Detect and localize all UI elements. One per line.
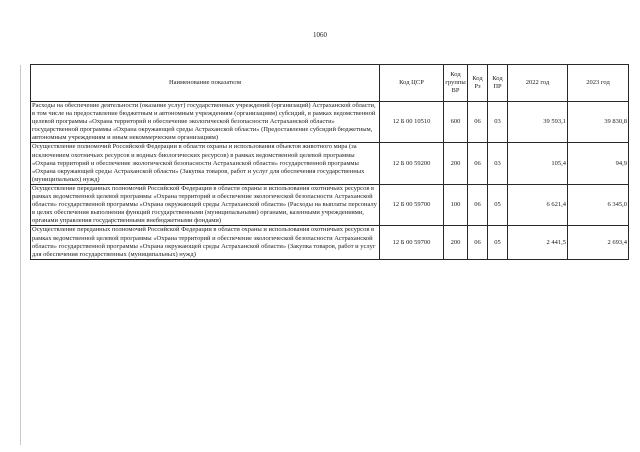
row-2022: 105,4 bbox=[508, 143, 568, 184]
row-vr: 600 bbox=[444, 102, 468, 143]
table-header-row bbox=[31, 65, 629, 102]
header-2022: 2022 год bbox=[508, 65, 568, 102]
row-rz: 06 bbox=[468, 226, 488, 259]
budget-table bbox=[30, 64, 629, 260]
row-rz: 06 bbox=[468, 143, 488, 184]
row-pr: 05 bbox=[488, 184, 508, 225]
row-name: Расходы на обеспечение деятельности (оказание услуг) государственных учреждений (организаций) Астраханской области, в том числе на предоставление бюджетным и автономным учреждениям (организациям) субсидий, в рамках ведомственной целевой программы «Охрана территорий и обеспечение экологической безопасности Астраханской области» государственной программы «Охрана окружающей среды Астраханской области» (Предоставление субсидий бюджетным, автономным учреждениям и иным некоммерческим организациям) bbox=[31, 102, 380, 143]
row-csr: 12 Б 00 10510 bbox=[380, 102, 444, 143]
row-name: Осуществление переданных полномочий Российской Федерации в области охраны и использования охотничьих ресурсов в рамках ведомственной целевой программы «Охрана территорий и обеспечение экологической безопасности Астраханской области» государственной программы «Охрана окружающей среды Астраханской области» (Закупка товаров, работ и услуг для обеспечения государственных (муниципальных) нужд) bbox=[31, 226, 380, 259]
row-2022: 6 621,4 bbox=[508, 184, 568, 225]
header-pr: Код ПР bbox=[488, 65, 508, 102]
table-row bbox=[31, 184, 629, 225]
row-csr: 12 Б 00 59700 bbox=[380, 226, 444, 259]
row-2023: 39 830,8 bbox=[568, 102, 629, 143]
row-name: Осуществление полномочий Российской Федерации в области охраны и использования объектов животного мира (за исключением охотничьих ресурсов и водных биологических ресурсов) в рамках ведомственной целевой программы «Охрана территорий и обеспечение экологической безопасности Астраханской области» государственной программы «Охрана окружающей среды Астраханской области» (Закупка товаров, работ и услуг для обеспечения государственных (муниципальных) нужд) bbox=[31, 143, 380, 184]
table-row bbox=[31, 102, 629, 143]
row-2022: 2 441,5 bbox=[508, 226, 568, 259]
table-row bbox=[31, 226, 629, 259]
row-2023: 2 693,4 bbox=[568, 226, 629, 259]
row-csr: 12 Б 00 59200 bbox=[380, 143, 444, 184]
header-csr: Код ЦСР bbox=[380, 65, 444, 102]
row-name: Осуществление переданных полномочий Российской Федерации в области охраны и использования охотничьих ресурсов в рамках ведомственной целевой программы «Охрана территорий и обеспечение экологической безопасности Астраханской области» государственной программы «Охрана окружающей среды Астраханской области» (Расходы на выплаты персоналу в целях обеспечения выполнения функций государственными (муниципальными) органами, казенными учреждениями, органами управления государственными внебюджетными фондами) bbox=[31, 184, 380, 225]
header-name: Наименование показателя bbox=[31, 65, 380, 102]
table-row bbox=[31, 143, 629, 184]
row-vr: 100 bbox=[444, 184, 468, 225]
row-2022: 39 593,1 bbox=[508, 102, 568, 143]
scan-edge-line bbox=[20, 65, 21, 445]
row-2023: 94,9 bbox=[568, 143, 629, 184]
row-rz: 06 bbox=[468, 102, 488, 143]
row-pr: 03 bbox=[488, 102, 508, 143]
header-2023: 2023 год bbox=[568, 65, 629, 102]
page-number: 1060 bbox=[313, 31, 327, 39]
header-vr: Код группы ВР bbox=[444, 65, 468, 102]
row-pr: 05 bbox=[488, 226, 508, 259]
row-2023: 6 345,0 bbox=[568, 184, 629, 225]
row-vr: 200 bbox=[444, 226, 468, 259]
row-csr: 12 Б 00 59700 bbox=[380, 184, 444, 225]
header-rz: Код Рз bbox=[468, 65, 488, 102]
row-rz: 06 bbox=[468, 184, 488, 225]
row-pr: 03 bbox=[488, 143, 508, 184]
row-vr: 200 bbox=[444, 143, 468, 184]
